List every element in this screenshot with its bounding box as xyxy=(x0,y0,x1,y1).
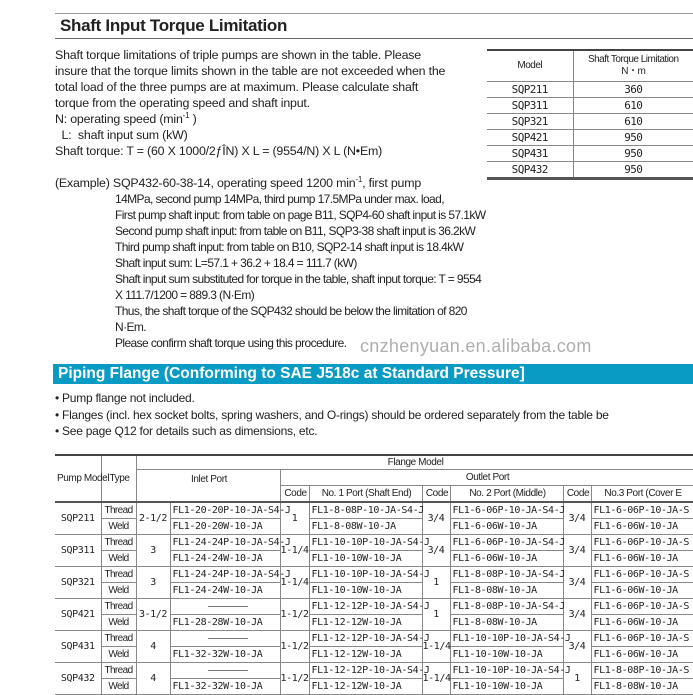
cell-no3-port: FL1-6-06W-10-JA xyxy=(591,647,693,663)
cell-type: Thread xyxy=(101,599,136,615)
paragraph-line: total load of the three pumps are at maximum. Please calculate shaft xyxy=(55,80,419,94)
header-type: Type xyxy=(101,455,136,502)
cell-torque: 610 xyxy=(573,98,693,114)
n-definition xyxy=(55,111,445,127)
header-model: Model xyxy=(487,50,573,82)
paragraph-line: insure that the torque limits shown in the table are not exceeded when the xyxy=(55,64,446,78)
cell-no3-port: FL1-6-06W-10-JA xyxy=(591,519,693,535)
cell-inlet-code: 2-1/2 xyxy=(136,502,170,535)
header-code: Code xyxy=(280,486,309,503)
cell-inlet-port: FL1-28-28W-10-JA xyxy=(170,615,280,631)
bullet-item: • Flanges (incl. hex socket bolts, spring washers, and O-rings) should be ordered separately from the table be xyxy=(55,407,609,422)
example-line: Please confirm shaft torque using this procedure. xyxy=(115,336,347,350)
header-outlet-port: Outlet Port xyxy=(280,470,693,486)
example-line: Second pump shaft input: from table on B11, SQP3-38 shaft input is 36.2kW xyxy=(115,224,476,238)
cell-no2-port: FL1-10-10P-10-JA-S4-J xyxy=(450,631,563,647)
table-row xyxy=(55,502,693,519)
example-line: 14MPa, second pump 14MPa, third pump 17.5MPa under max. load, xyxy=(115,192,444,206)
cell-type: Weld xyxy=(101,679,136,695)
header-torque-label: Shaft Torque Limitation xyxy=(587,54,679,65)
cell-no1-port: FL1-10-10P-10-JA-S4-J xyxy=(309,567,422,583)
cell-code: 3/4 xyxy=(422,502,450,535)
cell-inlet-code: 3 xyxy=(136,535,170,567)
cell-pump-model: SQP431 xyxy=(55,631,101,663)
cell-code: 3/4 xyxy=(563,502,591,535)
cell-type: Weld xyxy=(101,519,136,535)
cell-code: 3/4 xyxy=(563,599,591,631)
cell-type: Weld xyxy=(101,551,136,567)
cell-no2-port: FL1-8-08P-10-JA-S4-J xyxy=(450,567,563,583)
cell-code: 1-1/2 xyxy=(280,599,309,631)
cell-no3-port: FL1-8-08W-10-JA xyxy=(591,679,693,695)
cell-no3-port: FL1-6-06P-10-JA-S xyxy=(591,535,693,551)
cell-no2-port: FL1-10-10P-10-JA-S4-J xyxy=(450,663,563,679)
cell-no1-port: FL1-10-10W-10-JA xyxy=(309,583,422,599)
section-header-bar xyxy=(53,364,693,384)
cell-code: 1-1/4 xyxy=(422,631,450,663)
cell-pump-model: SQP211 xyxy=(55,502,101,535)
cell-no1-port: FL1-8-08P-10-JA-S4-J xyxy=(309,502,422,519)
cell-type: Thread xyxy=(101,567,136,583)
cell-model: SQP211 xyxy=(487,82,573,98)
header-torque xyxy=(573,50,693,82)
l-definition: L: shaft input sum (kW) xyxy=(55,128,188,142)
section-title: Shaft Input Torque Limitation xyxy=(60,16,288,35)
cell-model: SQP311 xyxy=(487,98,573,114)
cell-code: 1 xyxy=(422,567,450,599)
cell-no2-port: FL1-6-06W-10-JA xyxy=(450,551,563,567)
cell-type: Thread xyxy=(101,631,136,647)
cell-model: SQP432 xyxy=(487,162,573,179)
cell-code: 3/4 xyxy=(422,535,450,567)
cell-torque: 950 xyxy=(573,130,693,146)
intro-paragraph xyxy=(55,47,445,159)
paragraph-line: torque from the operating speed and shaft input. xyxy=(55,96,310,110)
cell-no2-port: FL1-6-06W-10-JA xyxy=(450,519,563,535)
header-inlet-port: Inlet Port xyxy=(136,470,280,503)
cell-no1-port: FL1-10-10W-10-JA xyxy=(309,551,422,567)
n-sup: -1 xyxy=(182,111,190,120)
example-head-text: (Example) SQP432-60-38-14, operating speed 1200 min xyxy=(55,176,356,190)
example-line: N·Em. xyxy=(115,320,146,334)
paragraph-line: Shaft torque limitations of triple pumps are shown in the table. Please xyxy=(55,48,421,62)
cell-no2-port: FL1-8-08W-10-JA xyxy=(450,583,563,599)
header-flange-model: Flange Model xyxy=(136,455,693,470)
cell-pump-model: SQP321 xyxy=(55,567,101,599)
cell-code: 3/4 xyxy=(563,567,591,599)
n-def-text: N: operating speed (min xyxy=(55,112,183,126)
cell-code: 1-1/2 xyxy=(280,663,309,695)
cell-no2-port: FL1-8-08W-10-JA xyxy=(450,615,563,631)
cell-code: 1-1/4 xyxy=(422,663,450,695)
cell-model: SQP421 xyxy=(487,130,573,146)
cell-no2-port: FL1-6-06P-10-JA-S4-J xyxy=(450,502,563,519)
header-code: Code xyxy=(422,486,450,503)
table-header-row xyxy=(487,50,693,82)
cell-no1-port: FL1-12-12P-10-JA-S4-J xyxy=(309,599,422,615)
cell-code: 3/4 xyxy=(563,535,591,567)
cell-code: 1 xyxy=(563,663,591,695)
header-row xyxy=(55,470,693,486)
cell-inlet-port xyxy=(170,631,280,647)
cell-no1-port: FL1-8-08W-10-JA xyxy=(309,519,422,535)
table-row xyxy=(55,535,693,551)
table-row xyxy=(55,599,693,615)
table-row xyxy=(55,631,693,647)
example-body xyxy=(115,191,485,351)
cell-inlet-port: FL1-32-32W-10-JA xyxy=(170,679,280,695)
cell-inlet-port: FL1-24-24P-10-JA-S4-J xyxy=(170,535,280,551)
cell-no2-port: FL1-6-06P-10-JA-S4-J xyxy=(450,535,563,551)
cell-inlet-port xyxy=(170,599,280,615)
cell-torque: 950 xyxy=(573,146,693,162)
watermark: cnzhenyuan.en.alibaba.com xyxy=(360,336,592,356)
cell-no3-port: FL1-6-06W-10-JA xyxy=(591,583,693,599)
cell-model: SQP321 xyxy=(487,114,573,130)
example-line: Shaft input sum: L=57.1 + 36.2 + 18.4 = 111.7 (kW) xyxy=(115,256,357,270)
example-line: Shaft input sum substituted for torque in the table, shaft input torque: T = 9554 xyxy=(115,272,482,286)
table-row xyxy=(487,130,693,146)
cell-torque: 950 xyxy=(573,162,693,179)
cell-inlet-port: FL1-32-32W-10-JA xyxy=(170,647,280,663)
cell-no1-port: FL1-12-12P-10-JA-S4-J xyxy=(309,631,422,647)
cell-code: 3/4 xyxy=(563,631,591,663)
cell-pump-model: SQP311 xyxy=(55,535,101,567)
table-row xyxy=(55,567,693,583)
cell-inlet-port: FL1-20-20W-10-JA xyxy=(170,519,280,535)
cell-code: 1 xyxy=(422,599,450,631)
cell-inlet-port: FL1-24-24W-10-JA xyxy=(170,583,280,599)
cell-pump-model: SQP421 xyxy=(55,599,101,631)
example-line: First pump shaft input: from table on page B11, SQP4-60 shaft input is 57.1kW xyxy=(115,208,486,222)
header-no1-port: No. 1 Port (Shaft End) xyxy=(309,486,422,503)
cell-no3-port: FL1-8-08P-10-JA-S xyxy=(591,663,693,679)
cell-inlet-port: FL1-24-24W-10-JA xyxy=(170,551,280,567)
cell-code: 1-1/4 xyxy=(280,535,309,567)
cell-no3-port: FL1-6-06P-10-JA-S xyxy=(591,631,693,647)
bullet-list xyxy=(55,390,693,440)
table-row xyxy=(487,146,693,162)
table-row xyxy=(55,663,693,679)
cell-no2-port: FL1-10-10W-10-JA xyxy=(450,679,563,695)
table-row xyxy=(487,114,693,130)
cell-type: Thread xyxy=(101,663,136,679)
bullet-item: • Pump flange not included. xyxy=(55,391,195,405)
table-row xyxy=(487,98,693,114)
cell-no3-port: FL1-6-06P-10-JA-S xyxy=(591,567,693,583)
header-no2-port: No. 2 Port (Middle) xyxy=(450,486,563,503)
torque-formula: Shaft torque: T = (60 X 1000/2ƒÎN) X L = (9554/N) X L (N•Em) xyxy=(55,144,383,158)
example-head-end: , first pump xyxy=(362,176,422,190)
cell-type: Thread xyxy=(101,535,136,551)
cell-inlet-code: 4 xyxy=(136,663,170,695)
example-line: X 111.7/1200 = 889.3 (N·Em) xyxy=(115,288,255,302)
cell-no1-port: FL1-12-12W-10-JA xyxy=(309,615,422,631)
cell-type: Weld xyxy=(101,583,136,599)
cell-code: 1 xyxy=(280,502,309,535)
cell-no1-port: FL1-12-12P-10-JA-S4-J xyxy=(309,663,422,679)
header-no3-port: No.3 Port (Cover E xyxy=(591,486,693,503)
cell-no3-port: FL1-6-06W-10-JA xyxy=(591,551,693,567)
cell-no3-port: FL1-6-06P-10-JA-S xyxy=(591,599,693,615)
example-sup: -1 xyxy=(355,175,363,184)
cell-inlet-port: FL1-24-24P-10-JA-S4-J xyxy=(170,567,280,583)
cell-code: 1-1/2 xyxy=(280,631,309,663)
cell-inlet-code: 3 xyxy=(136,567,170,599)
cell-inlet-port: FL1-20-20P-10-JA-S4-J xyxy=(170,502,280,519)
cell-no1-port: FL1-12-12W-10-JA xyxy=(309,679,422,695)
cell-inlet-code: 4 xyxy=(136,631,170,663)
cell-no1-port: FL1-12-12W-10-JA xyxy=(309,647,422,663)
section-title-bar xyxy=(55,13,693,39)
cell-type: Weld xyxy=(101,615,136,631)
example-heading xyxy=(55,175,421,191)
torque-limit-table xyxy=(487,49,693,180)
example-line: Thus, the shaft torque of the SQP432 should be below the limitation of 820 xyxy=(115,304,467,318)
cell-type: Weld xyxy=(101,647,136,663)
bullet-item: • See page Q12 for details such as dimensions, etc. xyxy=(55,424,318,438)
header-pump-model: Pump Model xyxy=(55,455,101,502)
cell-inlet-port xyxy=(170,663,280,679)
section-title: Piping Flange (Conforming to SAE J518c at Standard Pressure] xyxy=(58,365,525,382)
flange-table xyxy=(55,454,693,695)
header-code: Code xyxy=(563,486,591,503)
n-def-end: ) xyxy=(189,112,197,126)
cell-no1-port: FL1-10-10P-10-JA-S4-J xyxy=(309,535,422,551)
cell-no3-port: FL1-6-06W-10-JA xyxy=(591,615,693,631)
cell-no2-port: FL1-10-10W-10-JA xyxy=(450,647,563,663)
cell-no3-port: FL1-6-06P-10-JA-S xyxy=(591,502,693,519)
cell-torque: 610 xyxy=(573,114,693,130)
cell-no2-port: FL1-8-08P-10-JA-S4-J xyxy=(450,599,563,615)
cell-pump-model: SQP432 xyxy=(55,663,101,695)
cell-model: SQP431 xyxy=(487,146,573,162)
header-torque-unit: N・m xyxy=(621,66,646,77)
header-row xyxy=(55,455,693,470)
not-available-dash xyxy=(208,670,248,671)
example-line: Third pump shaft input: from table on B10, SQP2-14 shaft input is 18.4kW xyxy=(115,240,464,254)
cell-inlet-code: 3-1/2 xyxy=(136,599,170,631)
table-row xyxy=(487,82,693,98)
not-available-dash xyxy=(208,638,248,639)
cell-torque: 360 xyxy=(573,82,693,98)
cell-type: Thread xyxy=(101,502,136,519)
not-available-dash xyxy=(208,606,248,607)
table-row xyxy=(487,162,693,179)
cell-code: 1-1/4 xyxy=(280,567,309,599)
